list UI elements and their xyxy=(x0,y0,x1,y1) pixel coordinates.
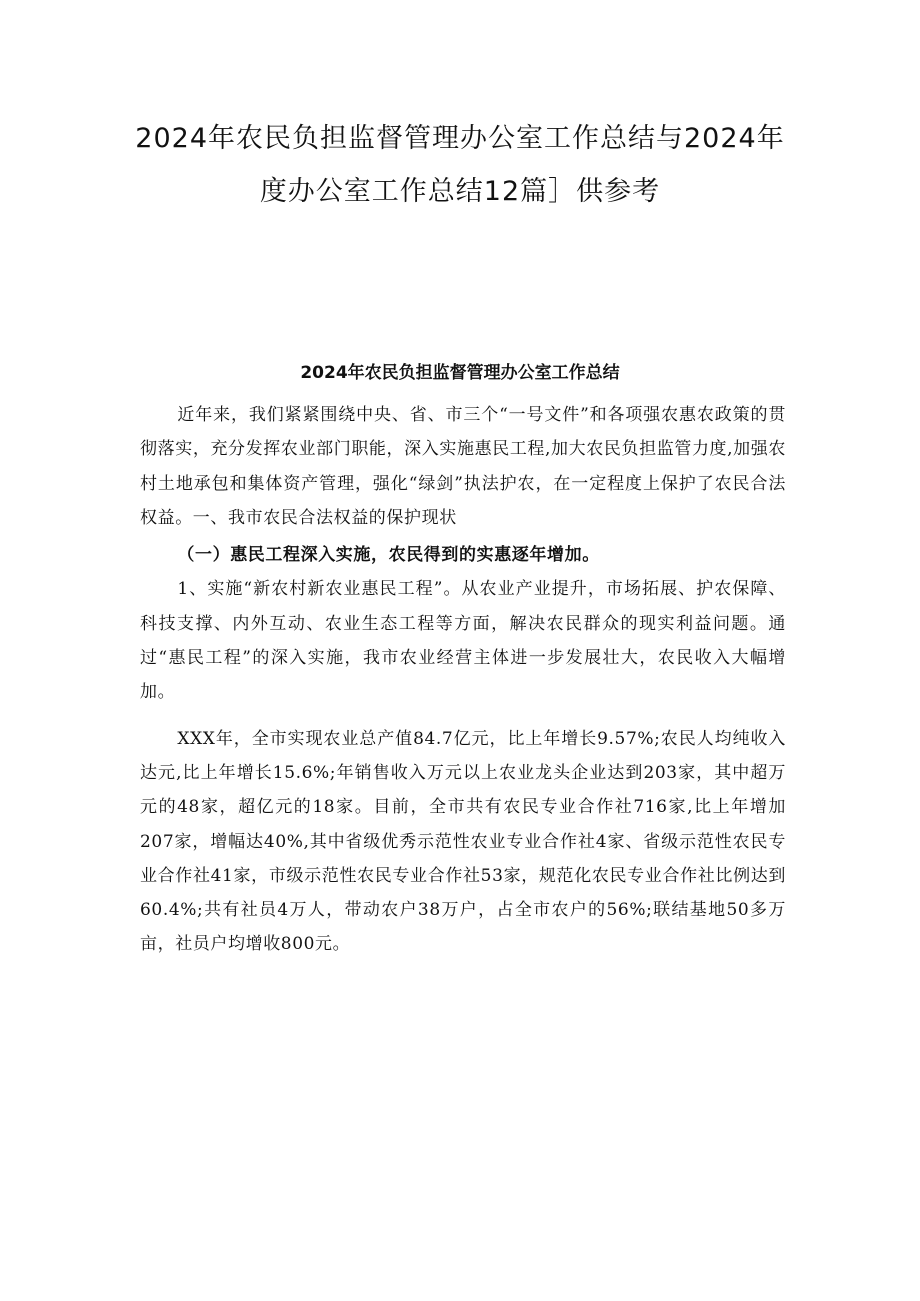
paragraph-statistics: XXX年，全市实现农业总产值84.7亿元，比上年增长9.57%;农民人均纯收入达元,比上年增长15.6%;年销售收入万元以上农业龙头企业达到203家，其中超万元的48家，超亿元的18家。目前，全市共有农民专业合作社716家,比上年增加207家，增幅达40%,其中省级优秀示范性农业专业合作社4家、省级示范性农民专业合作社41家，市级示范性农民专业合作社53家，规范化农民专业合作社比例达到60.4%;共有社员4万人，带动农户38万户，占全市农户的56%;联结基地50多万亩，社员户均增收800元。 xyxy=(140,728,786,955)
paragraph-subheading: （一）惠民工程深入实施，农民得到的实惠逐年增加。 xyxy=(177,545,600,566)
document-title-line-1: 2024年农民负担监督管理办公室工作总结与2024年 xyxy=(135,123,785,154)
document-title-line-2: 度办公室工作总结12篇］供参考 xyxy=(259,176,661,207)
body-text xyxy=(140,398,786,962)
paragraph-intro: 近年来，我们紧紧围绕中央、省、市三个“一号文件”和各项强农惠农政策的贯彻落实，充分发挥农业部门职能，深入实施惠民工程,加大农民负担监管力度,加强农村土地承包和集体资产管理，强化“绿剑”执法护农，在一定程度上保护了农民合法权益。一、我市农民合法权益的保护现状 xyxy=(140,405,786,528)
document-title xyxy=(130,112,790,218)
paragraph-project: 1、实施“新农村新农业惠民工程”。从农业产业提升，市场拓展、护农保障、科技支撑、内外互动、农业生态工程等方面，解决农民群众的现实利益问题。通过“惠民工程”的深入实施，我市农业经营主体进一步发展壮大，农民收入大幅增加。 xyxy=(140,579,786,703)
section-heading: 2024年农民负担监督管理办公室工作总结 xyxy=(300,363,620,383)
